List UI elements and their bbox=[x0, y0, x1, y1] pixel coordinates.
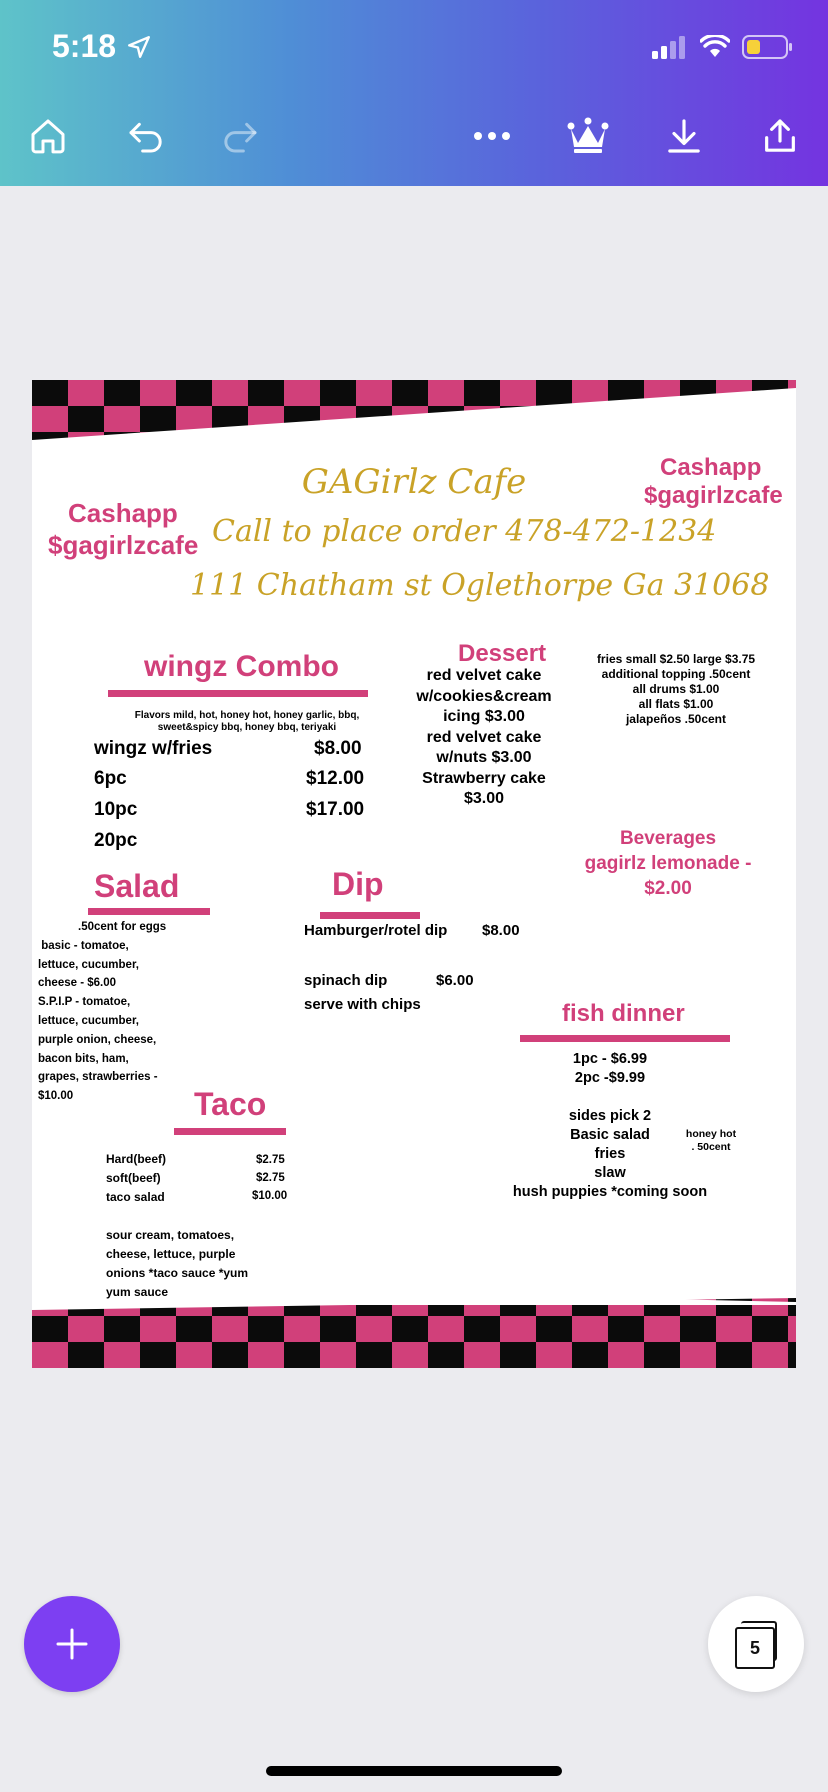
share-icon[interactable] bbox=[756, 112, 804, 160]
wingz-item: 20pc bbox=[94, 830, 138, 851]
fish-line: fries bbox=[594, 1146, 626, 1162]
dip-heading: Dip bbox=[332, 866, 384, 902]
home-icon[interactable] bbox=[24, 112, 72, 160]
dip-underline bbox=[320, 912, 420, 919]
salad-line: cheese - $6.00 bbox=[38, 977, 117, 990]
fries-list bbox=[578, 652, 774, 727]
top-toolbar bbox=[0, 0, 828, 186]
taco-price: $10.00 bbox=[252, 1190, 288, 1202]
dessert-line: w/nuts $3.00 bbox=[436, 749, 532, 766]
page-count: 5 bbox=[735, 1627, 775, 1669]
salad-line: grapes, strawberries - bbox=[38, 1071, 158, 1084]
fish-line: 2pc -$9.99 bbox=[574, 1070, 646, 1086]
salad-line: S.P.I.P - tomatoe, bbox=[38, 996, 131, 1009]
cashapp-left-handle: $gagirlzcafe bbox=[48, 530, 199, 560]
fries-line: additional topping .50cent bbox=[601, 667, 751, 681]
crown-icon[interactable] bbox=[564, 112, 612, 160]
taco-item: Hard(beef) bbox=[106, 1152, 167, 1166]
fish-note-line: honey hot bbox=[685, 1128, 737, 1140]
wingz-item: 6pc bbox=[94, 768, 127, 789]
signal-icon bbox=[652, 35, 688, 64]
salad-heading: Salad bbox=[94, 868, 180, 904]
redo-icon[interactable] bbox=[216, 112, 264, 160]
beverages-line: $2.00 bbox=[644, 878, 692, 899]
wingz-price: $12.00 bbox=[306, 768, 365, 789]
download-icon[interactable] bbox=[660, 112, 708, 160]
beverages-line: gagirlz lemonade - bbox=[584, 853, 752, 874]
status-time: 5:18 bbox=[52, 28, 117, 64]
wingz-item: 10pc bbox=[94, 799, 138, 820]
wingz-flavors bbox=[92, 710, 402, 734]
wifi-icon bbox=[700, 35, 730, 64]
salad-underline bbox=[88, 908, 210, 915]
flavors-line: Flavors mild, hot, honey hot, honey garlic, bbq, bbox=[134, 710, 360, 721]
fish-underline bbox=[520, 1035, 730, 1042]
salad-line: lettuce, cucumber, bbox=[38, 1014, 139, 1027]
taco-price: $2.75 bbox=[256, 1154, 285, 1166]
dessert-line: w/cookies&cream bbox=[416, 687, 552, 705]
more-icon[interactable] bbox=[468, 112, 516, 160]
salad-line: lettuce, cucumber, bbox=[38, 958, 139, 971]
fish-line bbox=[510, 1088, 710, 1107]
fries-line: fries small $2.50 large $3.75 bbox=[596, 652, 756, 666]
salad-line: basic - tomatoe, bbox=[38, 939, 129, 952]
taco-item: soft(beef) bbox=[106, 1171, 161, 1185]
wingz-underline bbox=[108, 690, 368, 697]
dip-price: $6.00 bbox=[436, 972, 474, 989]
salad-line: purple onion, cheese, bbox=[38, 1033, 157, 1046]
dip-item: Hamburger/rotel dip bbox=[304, 922, 448, 939]
fish-note-line: . 50cent bbox=[691, 1141, 731, 1153]
salad-line: .50cent for eggs bbox=[78, 921, 167, 933]
home-indicator bbox=[266, 1766, 562, 1776]
beverages-block bbox=[570, 826, 766, 901]
address-line: 111 Chatham st Oglethorpe Ga 31068 bbox=[190, 568, 770, 603]
wingz-price: $17.00 bbox=[306, 799, 365, 820]
dessert-list bbox=[404, 666, 564, 810]
plus-icon bbox=[55, 1627, 89, 1661]
fish-list bbox=[510, 1050, 710, 1202]
location-arrow-icon bbox=[126, 34, 152, 65]
fish-line: sides pick 2 bbox=[568, 1108, 652, 1124]
dessert-line: icing $3.00 bbox=[443, 708, 525, 725]
taco-item: taco salad bbox=[106, 1190, 165, 1204]
fries-line: all drums $1.00 bbox=[632, 682, 720, 696]
taco-topping-line: sour cream, tomatoes, bbox=[106, 1228, 235, 1242]
dessert-line: red velvet cake bbox=[426, 667, 542, 684]
fish-line: slaw bbox=[594, 1165, 626, 1181]
salad-line: bacon bits, ham, bbox=[38, 1052, 129, 1065]
beverages-heading: Beverages bbox=[619, 828, 717, 849]
salad-line: $10.00 bbox=[38, 1090, 74, 1103]
wingz-item: wingz w/fries bbox=[94, 738, 213, 759]
taco-heading: Taco bbox=[194, 1086, 267, 1122]
taco-topping-line: onions *taco sauce *yum bbox=[106, 1266, 249, 1280]
battery-icon bbox=[742, 34, 794, 65]
salad-list bbox=[38, 918, 188, 1106]
pages-icon bbox=[733, 1621, 779, 1667]
add-button[interactable] bbox=[24, 1596, 120, 1692]
fish-heading: fish dinner bbox=[562, 1000, 685, 1027]
fish-line: hush puppies *coming soon bbox=[512, 1184, 708, 1200]
taco-toppings bbox=[106, 1226, 266, 1302]
undo-icon[interactable] bbox=[122, 112, 170, 160]
design-canvas[interactable] bbox=[32, 380, 796, 1368]
phone-line: Call to place order 478-472-1234 bbox=[212, 514, 717, 549]
dip-note: serve with chips bbox=[304, 996, 421, 1013]
dessert-heading: Dessert bbox=[458, 640, 547, 667]
fish-note bbox=[676, 1128, 746, 1154]
dessert-line: red velvet cake bbox=[426, 728, 542, 746]
wingz-heading: wingz Combo bbox=[144, 650, 339, 683]
fish-line: Basic salad bbox=[570, 1127, 650, 1143]
taco-price: $2.75 bbox=[256, 1172, 285, 1184]
flavors-line: sweet&spicy bbq, honey bbq, teriyaki bbox=[157, 722, 337, 733]
taco-underline bbox=[174, 1128, 286, 1135]
taco-topping-line: yum sauce bbox=[106, 1285, 169, 1299]
status-indicators bbox=[652, 34, 794, 65]
taco-topping-line: cheese, lettuce, purple bbox=[106, 1247, 236, 1261]
wingz-price: $8.00 bbox=[314, 738, 362, 759]
cafe-title: GAGirlz Cafe bbox=[301, 462, 527, 502]
dip-price: $8.00 bbox=[482, 922, 520, 939]
fish-line: 1pc - $6.99 bbox=[572, 1051, 648, 1067]
pages-button[interactable] bbox=[708, 1596, 804, 1692]
cashapp-right-handle: $gagirlzcafe bbox=[644, 482, 783, 509]
cashapp-left-label: Cashapp bbox=[68, 498, 178, 528]
fries-line: jalapeños .50cent bbox=[625, 712, 727, 726]
dip-item: spinach dip bbox=[304, 972, 388, 989]
dessert-line: $3.00 bbox=[463, 790, 505, 807]
cashapp-right-label: Cashapp bbox=[660, 454, 762, 481]
fries-line: all flats $1.00 bbox=[638, 697, 714, 711]
dessert-line: Strawberry cake bbox=[422, 769, 546, 787]
